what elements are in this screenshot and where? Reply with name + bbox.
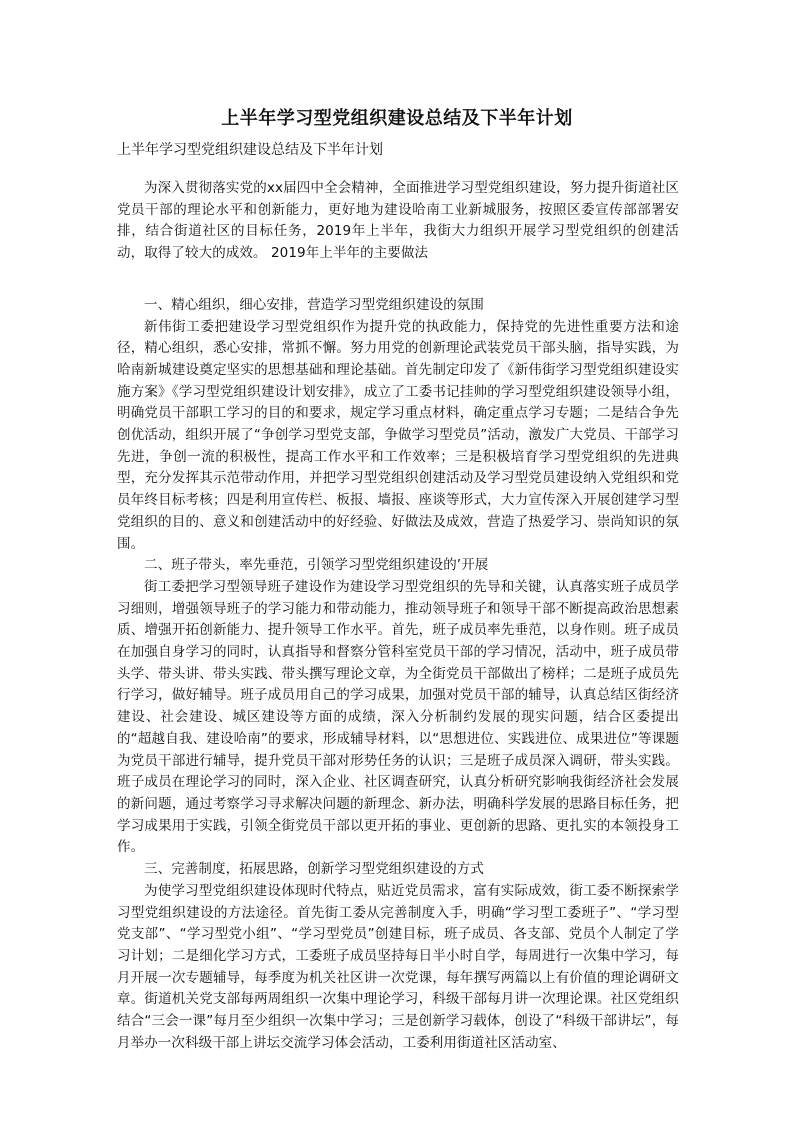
section-paragraph: 为使学习型党组织建设体现时代特点，贴近党员需求，富有实际成效，街工委不断探索学习型党组织建设的方法途径。首先街工委从完善制度入手，明确“学习型工委班子”、“学习型党支部”、“学习型党小组”、“学习型党员”创建目标，班子成员、各支部、党员个人制定了学习计划；二是细化学习方式，工委班子成员坚持每日半小时自学，每周进行一次集中学习，每月开展一次专题辅导，每季度为机关社区讲一次党课，每年撰写两篇以上有价值的理论调研文章。街道机关党支部每两周组织一次集中理论学习，科级干部每月讲一次理论课。社区党组织结合“三会一课”每月至少组织一次集中学习；三是创新学习载体，创设了“科级干部讲坛”，每月举办一次科级干部上讲坛交流学习体会活动，工委利用街道社区活动室、 [117,882,679,1051]
section-heading: 一、精心组织，细心安排，营造学习型党组织建设的氛围 [144,296,484,313]
section-paragraph: 街工委把学习型领导班子建设作为建设学习型党组织的先导和关键，认真落实班子成员学习细则，增强领导班子的学习能力和带动能力，推动领导班子和领导干部不断提高政治思想素质、增强开拓创新能力、提升领导工作水平。首先，班子成员率先垂范，以身作则。班子成员在加强自身学习的同时，认真指导和督察分管科室党员干部的学习情况，活动中，班子成员带头学、带头讲、带头实践、带头撰写理论文章，为全街党员干部做出了榜样；二是班子成员先行学习，做好辅导。班子成员用自己的学习成果，加强对党员干部的辅导，认真总结区街经济建设、社会建设、城区建设等方面的成绩，深入分析制约发展的现实问题，结合区委提出的“超越自我、建设哈南”的要求，形成辅导材料，以“思想进位、实践进位、成果进位”等课题为党员干部进行辅导，提升党员干部对形势任务的认识；三是班子成员深入调研，带头实践。班子成员在理论学习的同时，深入企业、社区调查研究，认真分析研究影响我街经济社会发展的新问题，通过考察学习寻求解决问题的新理念、新办法，明确科学发展的思路目标任务，把学习成果用于实践，引领全街党员干部以更开拓的事业、更创新的思路、更扎实的本领投身工作。 [117,578,679,856]
intro-paragraph: 为深入贯彻落实党的xx届四中全会精神，全面推进学习型党组织建设，努力提升街道社区党员干部的理论水平和创新能力，更好地为建设哈南工业新城服务，按照区委宣传部部署安排，结合街道社区的目标任务，2019年上半年，我街大力组织开展学习型党组织的创建活动，取得了较大的成效。 2019年上半年的主要做法 [117,180,679,262]
section-heading: 三、完善制度，拓展思路，创新学习型党组织建设的方式 [144,861,484,878]
document-subtitle: 上半年学习型党组织建设总结及下半年计划 [117,142,383,158]
section-heading: 二、班子带头，率先垂范，引领学习型党组织建设的’开展 [144,557,489,574]
document-title: 上半年学习型党组织建设总结及下半年计划 [221,108,573,129]
section-paragraph: 新伟街工委把建设学习型党组织作为提升党的执政能力，保持党的先进性重要方法和途径，精心组织，悉心安排，常抓不懈。努力用党的创新理论武装党员干部头脑，指导实践，为哈南新城建设奠定坚实的思想基础和理论基础。首先制定印发了《新伟街学习型党组织建设实施方案》《学习型党组织建设计划安排》，成立了工委书记挂帅的学习型党组织建设领导小组，明确党员干部职工学习的目的和要求，规定学习重点材料，确定重点学习专题；二是结合争先创优活动，组织开展了“争创学习型党支部，争做学习型党员”活动，激发广大党员、干部学习先进，争创一流的积极性，提高工作水平和工作效率；三是积极培育学习型党组织的先进典型，充分发挥其示范带动作用，并把学习型党组织创建活动及学习型党员建设纳入党组织和党员年终目标考核；四是利用宣传栏、板报、墙报、座谈等形式，大力宣传深入开展创建学习型党组织的目的、意义和创建活动中的好经验、好做法及成效，营造了热爱学习、崇尚知识的氛围。 [117,318,679,552]
paragraph-gap [117,265,679,295]
document-body [117,178,679,1054]
